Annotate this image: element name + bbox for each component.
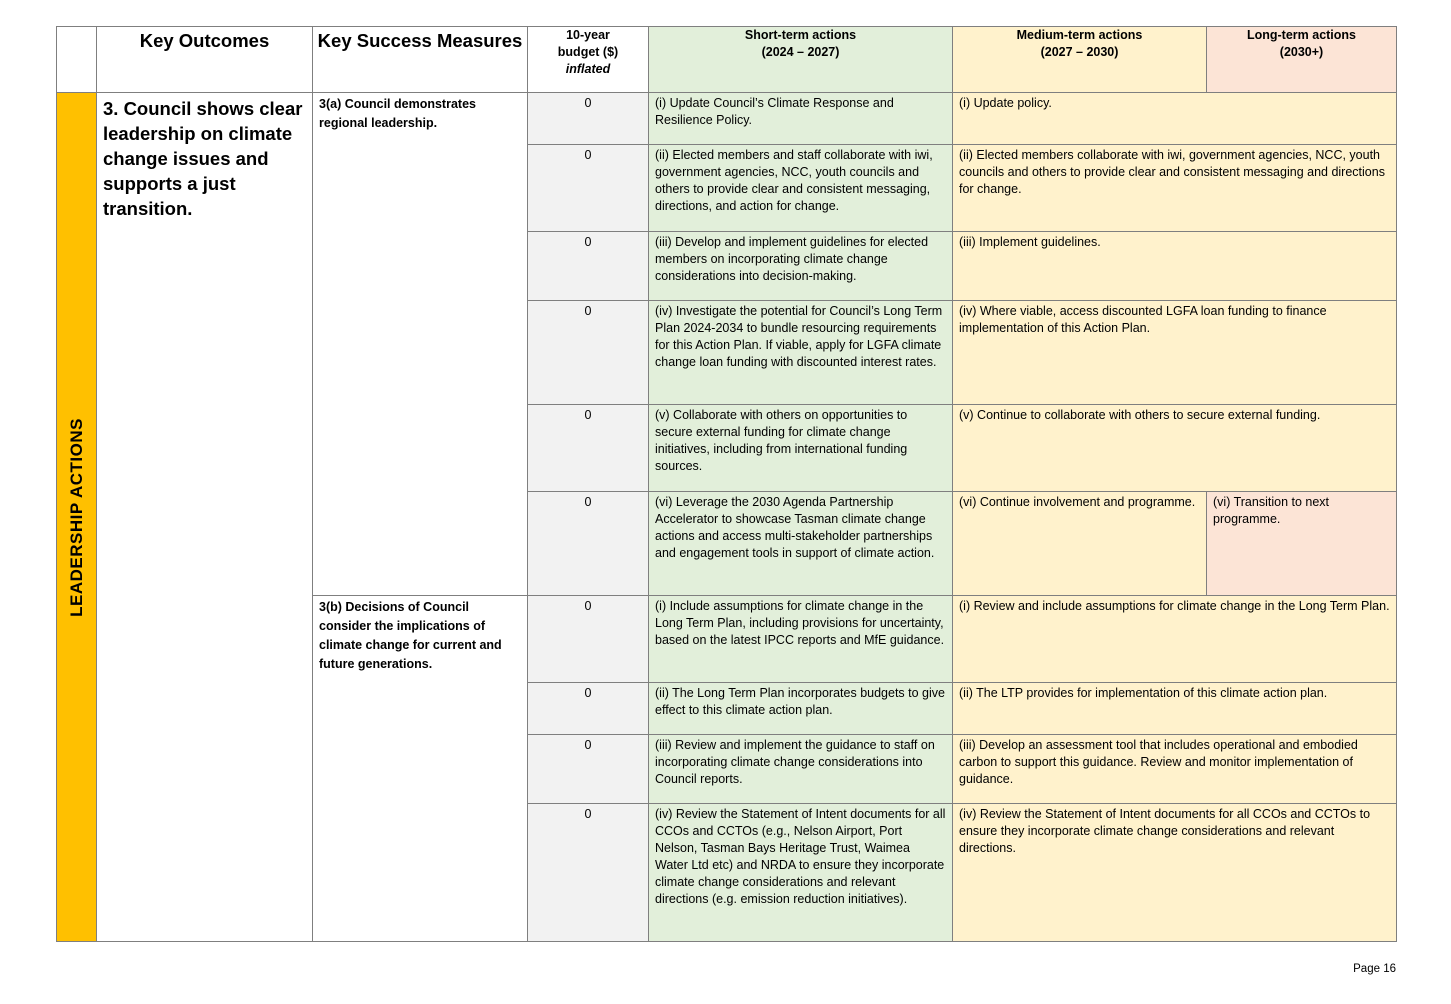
short-term-action: (ii) The Long Term Plan incorporates budgets to give effect to this climate action plan. — [649, 683, 953, 735]
budget-cell: 0 — [528, 683, 649, 735]
budget-cell: 0 — [528, 596, 649, 683]
header-long-term-line2: (2030+) — [1279, 45, 1324, 59]
short-term-action: (iv) Investigate the potential for Council’s Long Term Plan 2024-2034 to bundle resourcing requirements for this Action Plan. If viable, apply for LGFA climate change loan funding with discounted interest rates. — [649, 301, 953, 405]
table-row — [57, 93, 1397, 145]
medium-term-action: (vi) Continue involvement and programme. — [953, 492, 1207, 596]
header-medium-term-line1: Medium-term actions — [1016, 28, 1143, 42]
header-short-term-line1: Short-term actions — [744, 28, 857, 42]
table-header-row — [57, 27, 1397, 93]
budget-cell: 0 — [528, 301, 649, 405]
medium-term-action: (ii) Elected members collaborate with iwi, government agencies, NCC, youth councils and others to provide clear and consistent messaging and directions for change. — [953, 145, 1397, 232]
section-label: LEADERSHIP ACTIONS — [67, 417, 86, 617]
header-long-term — [1207, 27, 1397, 93]
header-long-term-line1: Long-term actions — [1246, 28, 1357, 42]
medium-term-action: (iv) Review the Statement of Intent documents for all CCOs and CCTOs to ensure they incorporate climate change considerations and relevant directions. — [953, 804, 1397, 942]
header-medium-term-line2: (2027 – 2030) — [1040, 45, 1119, 59]
budget-cell: 0 — [528, 93, 649, 145]
short-term-action: (v) Collaborate with others on opportunities to secure external funding for climate change initiatives, including from international funding sources. — [649, 405, 953, 492]
header-short-term-line2: (2024 – 2027) — [761, 45, 840, 59]
success-measure-3b: 3(b) Decisions of Council consider the implications of climate change for current and future generations. — [313, 596, 528, 942]
short-term-action: (i) Include assumptions for climate change in the Long Term Plan, including provisions for uncertainty, based on the latest IPCC reports and MfE guidance. — [649, 596, 953, 683]
header-key-success-measures: Key Success Measures — [313, 27, 528, 93]
budget-cell: 0 — [528, 735, 649, 804]
header-key-outcomes: Key Outcomes — [97, 27, 313, 93]
short-term-action: (iii) Review and implement the guidance to staff on incorporating climate change considerations into Council reports. — [649, 735, 953, 804]
budget-cell: 0 — [528, 232, 649, 301]
section-label-cell — [57, 93, 97, 942]
short-term-action: (vi) Leverage the 2030 Agenda Partnership Accelerator to showcase Tasman climate change actions and access multi-stakeholder partnerships and engagement tools in support of climate action. — [649, 492, 953, 596]
medium-term-action: (iv) Where viable, access discounted LGFA loan funding to finance implementation of this Action Plan. — [953, 301, 1397, 405]
medium-term-action: (v) Continue to collaborate with others to secure external funding. — [953, 405, 1397, 492]
header-budget — [528, 27, 649, 93]
medium-term-action: (iii) Develop an assessment tool that includes operational and embodied carbon to support this guidance. Review and monitor implementation of guidance. — [953, 735, 1397, 804]
medium-term-action: (i) Review and include assumptions for climate change in the Long Term Plan. — [953, 596, 1397, 683]
page-number: Page 16 — [1353, 963, 1396, 975]
key-outcome: 3. Council shows clear leadership on climate change issues and supports a just transition. — [97, 93, 313, 942]
short-term-action: (i) Update Council’s Climate Response and Resilience Policy. — [649, 93, 953, 145]
short-term-action: (ii) Elected members and staff collaborate with iwi, government agencies, NCC, youth councils and others to provide clear and consistent messaging, directions, and action for change. — [649, 145, 953, 232]
header-budget-line1: 10-year — [566, 28, 610, 42]
budget-cell: 0 — [528, 492, 649, 596]
medium-term-action: (iii) Implement guidelines. — [953, 232, 1397, 301]
medium-term-action: (i) Update policy. — [953, 93, 1397, 145]
budget-cell: 0 — [528, 804, 649, 942]
header-medium-term — [953, 27, 1207, 93]
long-term-action: (vi) Transition to next programme. — [1207, 492, 1397, 596]
short-term-action: (iv) Review the Statement of Intent documents for all CCOs and CCTOs (e.g., Nelson Airport, Port Nelson, Tasman Bays Heritage Trust, Waimea Water Ltd etc) and NRDA to ensure they incorporate climate change considerations and relevant directions (e.g. emission reduction initiatives). — [649, 804, 953, 942]
success-measure-3a: 3(a) Council demonstrates regional leadership. — [313, 93, 528, 596]
action-plan-table — [56, 26, 1397, 942]
header-budget-line2: budget ($) — [557, 45, 619, 59]
header-blank-cell — [57, 27, 97, 93]
medium-term-action: (ii) The LTP provides for implementation of this climate action plan. — [953, 683, 1397, 735]
budget-cell: 0 — [528, 405, 649, 492]
header-short-term — [649, 27, 953, 93]
header-budget-line3: inflated — [565, 62, 611, 76]
budget-cell: 0 — [528, 145, 649, 232]
short-term-action: (iii) Develop and implement guidelines for elected members on incorporating climate change considerations into decision-making. — [649, 232, 953, 301]
